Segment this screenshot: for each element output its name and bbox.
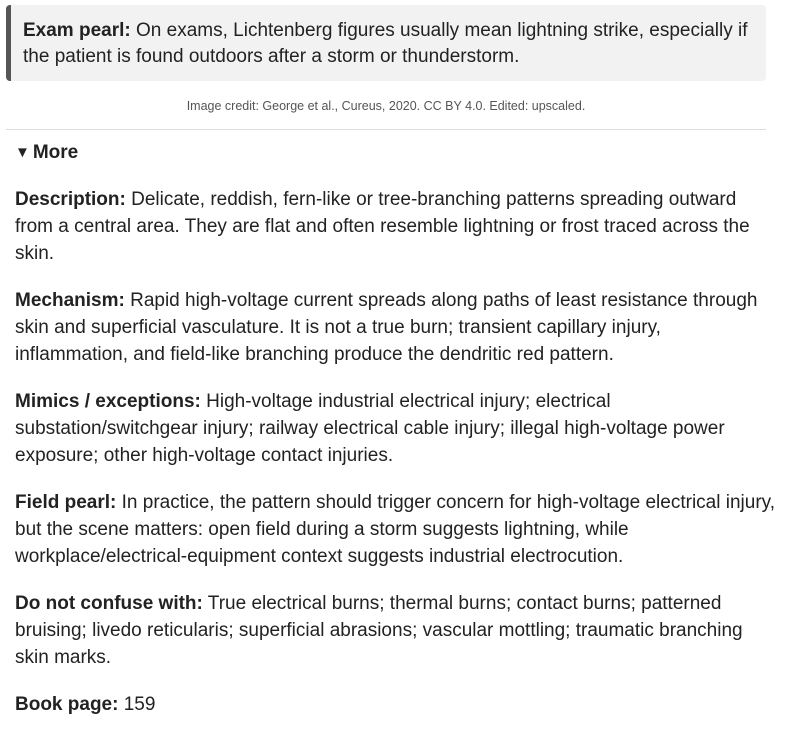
book-page-value: 159 xyxy=(118,694,156,715)
exam-pearl-label: Exam pearl: xyxy=(23,20,131,41)
exam-pearl-text: On exams, Lichtenberg figures usually mean lightning strike, especially if the patient is found outdoors after a storm or thunderstorm. xyxy=(23,20,748,67)
field-pearl-label: Field pearl: xyxy=(15,492,117,513)
more-details-toggle[interactable] xyxy=(15,141,78,166)
divider xyxy=(6,129,766,130)
description-label: Description: xyxy=(15,189,126,210)
mimics-text: High-voltage industrial electrical injury; electrical substation/switchgear injury; railway electrical cable injury; illegal high-voltage power exposure; other high-voltage contact injuries. xyxy=(15,391,725,466)
description-text: Delicate, reddish, fern-like or tree-branching patterns spreading outward from a central area. They are flat and often resemble lightning or frost traced across the skin. xyxy=(15,189,750,264)
mechanism-text: Rapid high-voltage current spreads along paths of least resistance through skin and superficial vasculature. It is not a true burn; transient capillary injury, inflammation, and field-like branching produce the dendritic red pattern. xyxy=(15,290,758,365)
do-not-confuse-label: Do not confuse with: xyxy=(15,593,203,614)
book-page-label: Book page: xyxy=(15,694,119,715)
field-pearl-section xyxy=(15,489,775,570)
image-credit: Image credit: George et al., Cureus, 2020. CC BY 4.0. Edited: upscaled. xyxy=(186,99,586,113)
mechanism-label: Mechanism: xyxy=(15,290,125,311)
triangle-down-icon: ▼ xyxy=(15,144,30,161)
do-not-confuse-section xyxy=(15,590,775,671)
mimics-label: Mimics / exceptions: xyxy=(15,391,201,412)
more-label: More xyxy=(32,142,79,163)
book-page-section xyxy=(15,691,775,718)
description-section xyxy=(15,186,775,267)
mimics-section xyxy=(15,388,775,469)
mechanism-section xyxy=(15,287,775,368)
field-pearl-text: In practice, the pattern should trigger concern for high-voltage electrical injury, but the scene matters: open field during a storm suggests lightning, while workplace/electrical-equipment context suggests industrial electrocution. xyxy=(15,492,776,567)
exam-pearl-callout xyxy=(6,5,766,81)
do-not-confuse-text: True electrical burns; thermal burns; contact burns; patterned bruising; livedo reticularis; superficial abrasions; vascular mottling; traumatic branching skin marks. xyxy=(15,593,743,668)
